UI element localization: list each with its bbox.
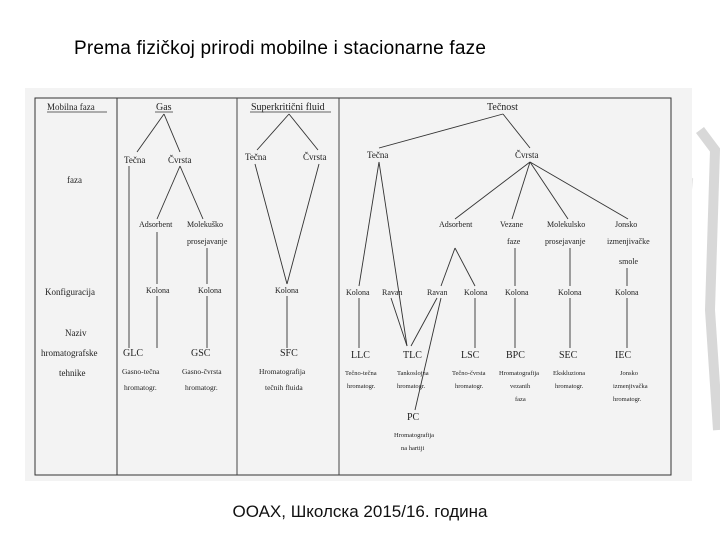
technique-pc-desc-1: Hromatografija — [394, 432, 435, 439]
config-iec: Kolona — [615, 288, 639, 297]
mobile-phase-supercritical: Superkritični fluid — [251, 102, 325, 113]
technique-bpc-desc-2: vezanih — [510, 383, 531, 390]
config-llc: Kolona — [346, 288, 370, 297]
technique-sfc-desc-1: Hromatografija — [259, 367, 306, 376]
config-lsc: Kolona — [464, 288, 488, 297]
config-sec: Kolona — [558, 288, 582, 297]
stationary-liq-liquid: Tečna — [367, 150, 389, 160]
technique-bpc-desc-1: Hromatografija — [499, 370, 540, 377]
stationary-gas-solid: Čvrsta — [168, 155, 192, 165]
technique-llc: LLC — [351, 350, 370, 361]
technique-gsc: GSC — [191, 348, 211, 359]
mechanism-adsorbent-liq: Adsorbent — [439, 220, 473, 229]
stationary-gas-liquid: Tečna — [124, 155, 146, 165]
technique-lsc-desc-2: hromatogr. — [455, 383, 484, 390]
technique-iec: IEC — [615, 350, 632, 361]
technique-tlc-desc-1: Tankoslojna — [397, 370, 429, 377]
mechanism-ionic: Jonsko — [615, 220, 638, 229]
mechanism-bonded-2: faze — [507, 237, 521, 246]
technique-sfc-desc-2: tečnih fluida — [265, 383, 303, 392]
technique-sec: SEC — [559, 350, 578, 361]
technique-tlc: TLC — [403, 350, 422, 361]
technique-llc-desc-1: Tečno-tečna — [345, 370, 377, 377]
technique-iec-desc-3: hromatogr. — [613, 396, 642, 403]
technique-glc-desc-2: hromatogr. — [124, 383, 157, 392]
technique-sfc: SFC — [280, 348, 298, 359]
config-bpc: Kolona — [505, 288, 529, 297]
technique-bpc: BPC — [506, 350, 525, 361]
mechanism-molecular-liq-2: prosejavanje — [545, 237, 586, 246]
stationary-liq-solid: Čvrsta — [515, 150, 539, 160]
technique-lsc-desc-1: Tečno-čvrsta — [452, 370, 486, 377]
config-plane: Ravan — [427, 288, 448, 297]
technique-glc: GLC — [123, 348, 143, 359]
technique-pc: PC — [407, 412, 420, 423]
technique-glc-desc-1: Gasno-tečna — [122, 367, 160, 376]
row-label-configuration: Konfiguracija — [45, 287, 95, 297]
row-label-stationary-faza: faza — [67, 175, 82, 185]
technique-llc-desc-2: hromatogr. — [347, 383, 376, 390]
slide-footer: ООАХ, Школска 2015/16. година — [232, 502, 488, 521]
technique-bpc-desc-3: faza — [515, 396, 526, 403]
stationary-sf-liquid: Tečna — [245, 152, 267, 162]
mechanism-adsorbent-gas: Adsorbent — [139, 220, 173, 229]
mechanism-molecular-gas: Molekuško — [187, 220, 223, 229]
config-tlc: Ravan — [382, 288, 403, 297]
mechanism-ionic-2: izmenjivačke — [607, 237, 650, 246]
technique-gsc-desc-2: hromatogr. — [185, 383, 218, 392]
stationary-sf-solid: Čvrsta — [303, 152, 327, 162]
config-gas-1: Kolona — [146, 286, 170, 295]
mechanism-ionic-3: smole — [619, 257, 639, 266]
slide-title: Prema fizičkoj prirodi mobilne i stacionarne faze — [74, 38, 487, 59]
row-label-hromatografske: hromatografske — [41, 348, 98, 358]
technique-sec-desc-2: hromatogr. — [555, 383, 584, 390]
config-sf: Kolona — [275, 286, 299, 295]
technique-gsc-desc-1: Gasno-čvrsta — [182, 367, 222, 376]
config-gas-2: Kolona — [198, 286, 222, 295]
mechanism-molecular-liq: Molekulsko — [547, 220, 586, 229]
chromatography-diagram — [25, 88, 692, 481]
mechanism-molecular-gas-2: prosejavanje — [187, 237, 228, 246]
technique-sec-desc-1: Ekskluziona — [553, 370, 586, 377]
mobile-phase-liquid: Tečnost — [487, 102, 518, 113]
technique-tlc-desc-2: hromatogr. — [397, 383, 426, 390]
row-label-mobile-phase: Mobilna faza — [47, 102, 95, 112]
technique-pc-desc-2: na hartiji — [401, 445, 425, 452]
technique-iec-desc-1: Jonsko — [620, 370, 639, 377]
mechanism-bonded: Vezane — [500, 220, 524, 229]
technique-lsc: LSC — [461, 350, 480, 361]
row-label-tehnike: tehnike — [59, 368, 86, 378]
row-label-naziv: Naziv — [65, 328, 87, 338]
technique-iec-desc-2: izmenjivačka — [613, 383, 648, 390]
mobile-phase-gas: Gas — [156, 102, 172, 113]
